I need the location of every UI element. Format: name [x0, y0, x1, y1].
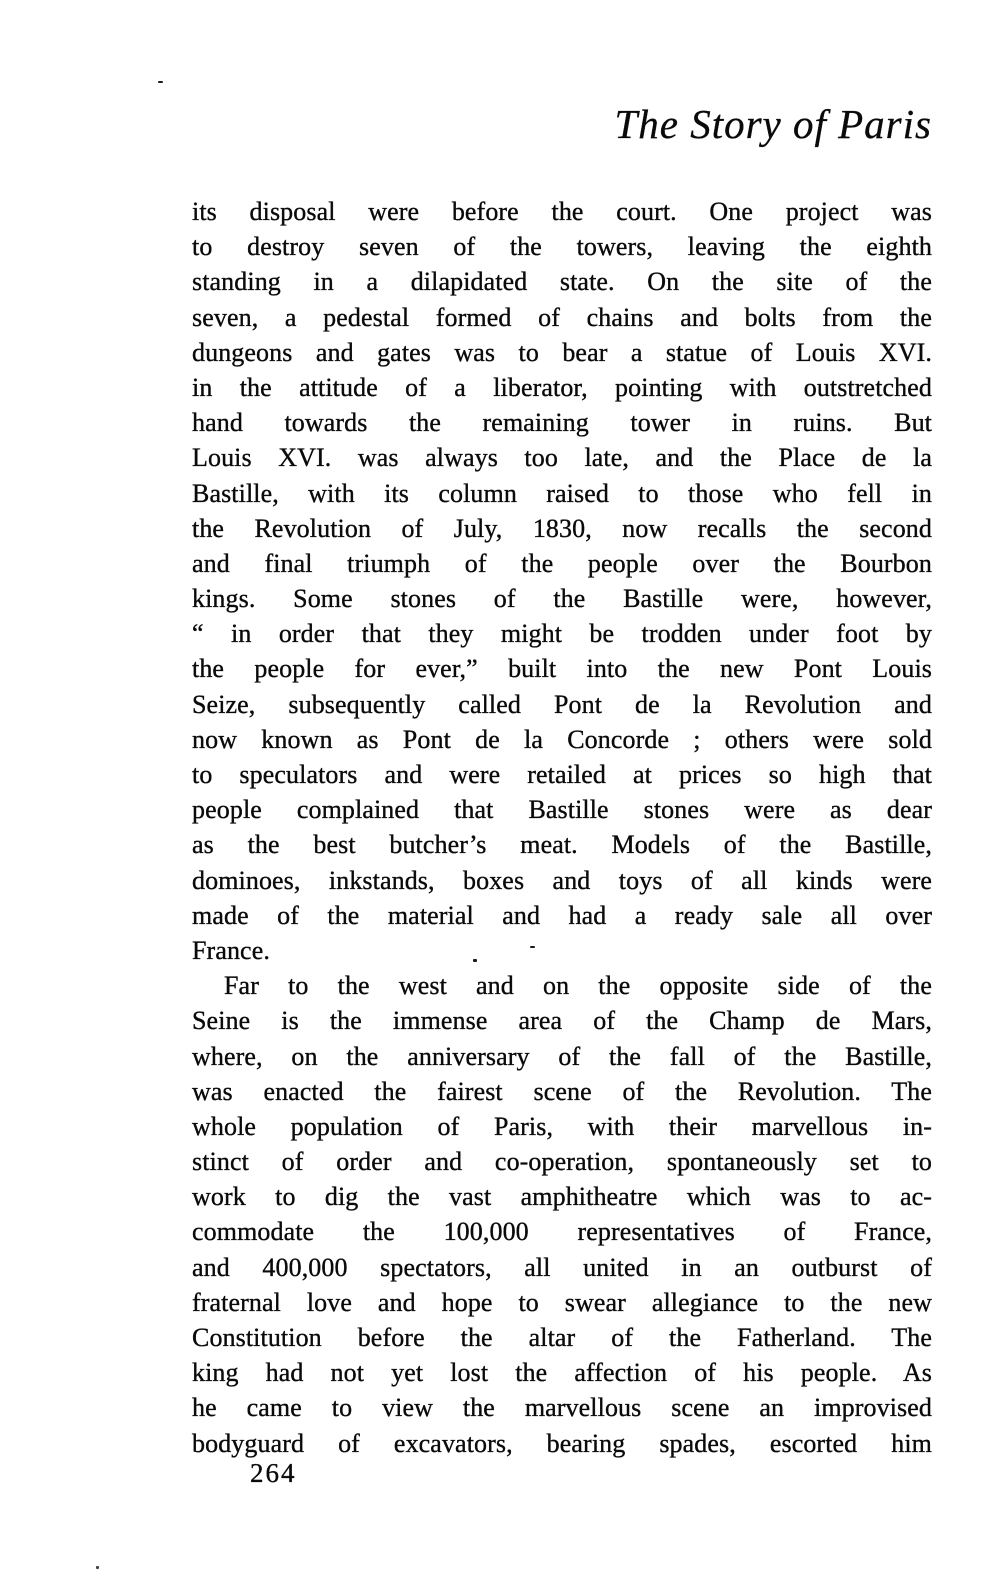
text-line: dominoes, inkstands, boxes and toys of all kinds were — [192, 865, 932, 895]
text-line: Far to the west and on the opposite side of the — [224, 971, 932, 1001]
text-line: Seine is the immense area of the Champ de Mars, — [192, 1006, 932, 1036]
text-line: “ in order that they might be trodden under foot by — [192, 619, 932, 649]
text-line: commodate the 100,000 representatives of France, — [192, 1217, 932, 1247]
text-line: Seize, subsequently called Pont de la Revolution and — [192, 689, 932, 719]
text-line: bodyguard of excavators, bearing spades, escorted him — [192, 1428, 932, 1458]
text-line: the Revolution of July, 1830, now recalls the second — [192, 513, 932, 543]
paragraph-2 — [192, 968, 932, 1461]
scan-speck — [158, 81, 163, 83]
text-line: hand towards the remaining tower in ruins. But — [192, 408, 932, 438]
text-line: now known as Pont de la Concorde ; others were sold — [192, 724, 932, 754]
text-line: Louis XVI. was always too late, and the Place de la — [192, 443, 932, 473]
body-text — [192, 194, 932, 1461]
paragraph-1 — [192, 194, 932, 968]
text-line: Constitution before the altar of the Fatherland. The — [192, 1323, 932, 1352]
text-line: to speculators and were retailed at prices so high that — [192, 760, 932, 789]
text-line: France. — [192, 935, 270, 965]
scan-speck — [530, 946, 535, 948]
page-number: 264 — [250, 1458, 297, 1488]
text-line: work to dig the vast amphitheatre which was to ac- — [192, 1182, 932, 1212]
text-line: and 400,000 spectators, all united in an outburst of — [192, 1252, 932, 1282]
scan-speck — [96, 1566, 99, 1569]
text-line: and final triumph of the people over the Bourbon — [192, 548, 932, 578]
text-line: to destroy seven of the towers, leaving the eighth — [192, 232, 932, 262]
running-header-title: The Story of Paris — [614, 101, 932, 147]
text-line: king had not yet lost the affection of his people. As — [192, 1358, 932, 1388]
text-line: kings. Some stones of the Bastille were, however, — [192, 584, 932, 614]
text-line: Bastille, with its column raised to those who fell in — [192, 478, 932, 508]
text-line: standing in a dilapidated state. On the site of the — [192, 267, 932, 297]
text-line: dungeons and gates was to bear a statue of Louis XVI. — [192, 337, 932, 367]
text-line: whole population of Paris, with their marvellous in- — [192, 1111, 932, 1141]
text-line: the people for ever,” built into the new Pont Louis — [192, 654, 932, 684]
text-line: seven, a pedestal formed of chains and bolts from the — [192, 302, 932, 332]
text-line: people complained that Bastille stones were as dear — [192, 795, 932, 825]
text-line: as the best butcher’s meat. Models of the Bastille, — [192, 830, 932, 860]
scan-speck — [473, 959, 477, 962]
text-line: fraternal love and hope to swear allegiance to the new — [192, 1287, 932, 1317]
text-line: he came to view the marvellous scene an improvised — [192, 1393, 932, 1423]
text-line: made of the material and had a ready sale all over — [192, 900, 932, 930]
text-line: stinct of order and co-operation, spontaneously set to — [192, 1147, 932, 1177]
text-line: where, on the anniversary of the fall of the Bastille, — [192, 1041, 932, 1071]
text-line: in the attitude of a liberator, pointing with outstretched — [192, 372, 932, 402]
text-line: was enacted the fairest scene of the Revolution. The — [192, 1076, 932, 1106]
text-line: its disposal were before the court. One project was — [192, 197, 932, 226]
